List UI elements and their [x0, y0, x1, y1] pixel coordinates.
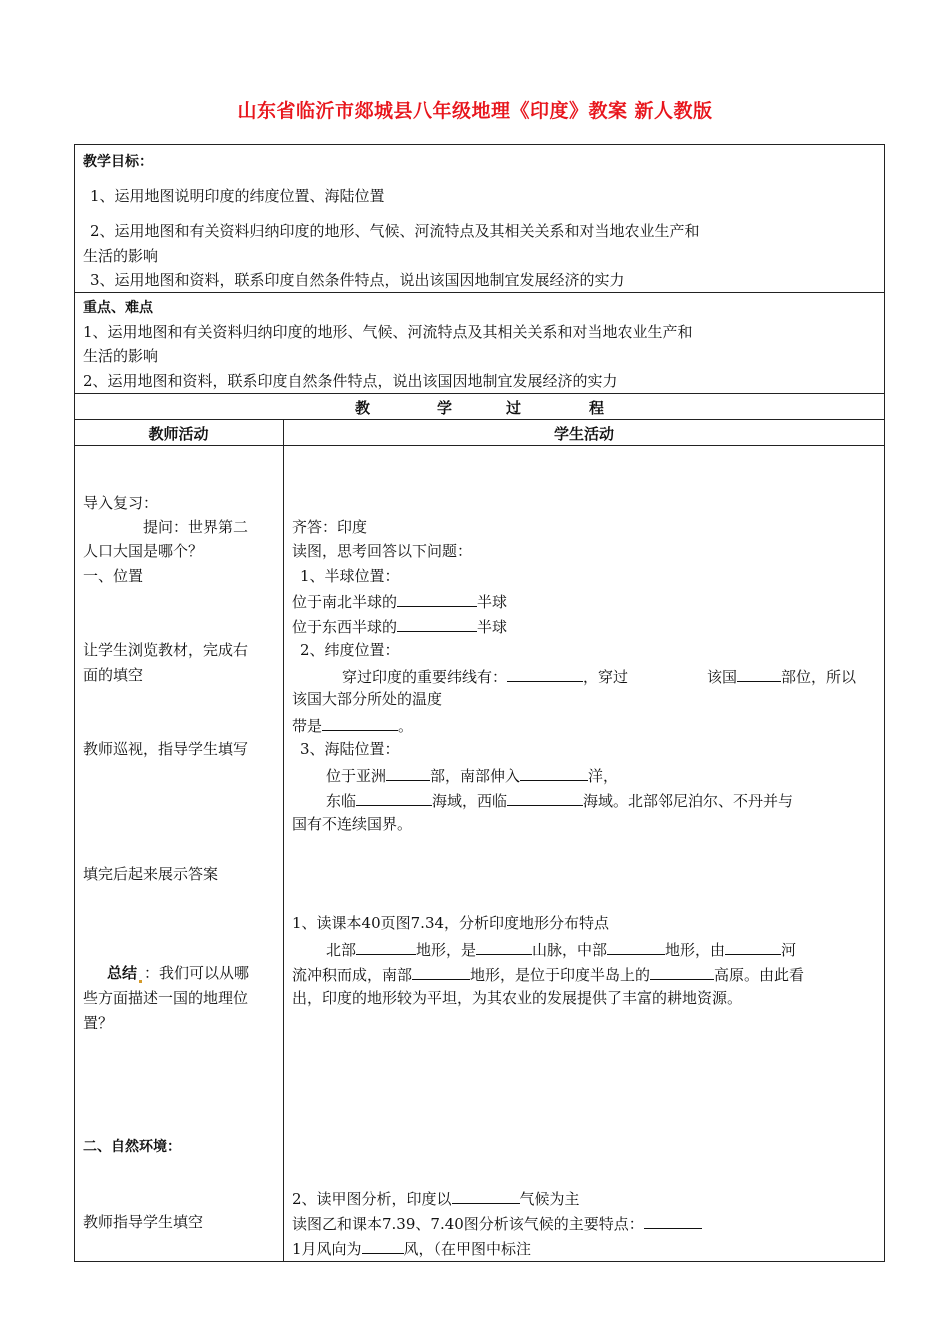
text: 。: [398, 717, 414, 735]
text: 位于南北半球的: [292, 593, 398, 611]
fill-blank[interactable]: [476, 938, 532, 955]
fill-blank[interactable]: [322, 714, 398, 731]
fill-blank[interactable]: [607, 938, 665, 955]
fill-blank[interactable]: [362, 1237, 404, 1254]
text: 半球: [477, 593, 508, 611]
text: 风，（在甲图中标注: [403, 1240, 532, 1258]
row-divider: [74, 419, 885, 420]
teacher-summary: 置？: [83, 1014, 114, 1032]
latitude-title: 2、纬度位置：: [300, 641, 400, 659]
text: 地形，是: [416, 941, 477, 959]
teacher-review: 导入复习：: [83, 494, 159, 512]
teacher-instruction: 教师巡视，指导学生填写: [83, 740, 249, 758]
fill-blank[interactable]: [520, 764, 588, 781]
key-point-item: 生活的影响: [83, 347, 159, 365]
text: 东临: [326, 792, 357, 810]
fill-blank[interactable]: [737, 665, 781, 682]
text: 山脉，中部: [532, 941, 608, 959]
column-divider: [283, 419, 284, 1262]
section-location: 一、位置: [83, 567, 144, 585]
text: 2、读甲图分析，印度以: [292, 1190, 452, 1208]
text: 半球: [477, 618, 508, 636]
hemisphere-ns: [292, 590, 507, 612]
fill-blank[interactable]: [644, 1212, 702, 1229]
fill-blank[interactable]: [397, 615, 477, 632]
text: 气候为主: [519, 1190, 580, 1208]
objective-item: 生活的影响: [83, 247, 159, 265]
climate-line: [292, 1237, 531, 1259]
text: 北部: [326, 941, 357, 959]
teacher-instruction: 让学生浏览教材，完成右: [83, 641, 249, 659]
row-divider: [74, 292, 885, 293]
mark-dot: [139, 980, 142, 983]
fill-blank[interactable]: [507, 789, 583, 806]
text: 位于亚洲: [326, 767, 387, 785]
page-title: 山东省临沂市郯城县八年级地理《印度》教案 新人教版: [237, 100, 713, 122]
text: 部，南部伸入: [430, 767, 521, 785]
key-points-heading: 重点、难点: [83, 300, 153, 316]
objectives-heading: 教学目标：: [83, 154, 153, 170]
latitude-line: [292, 714, 413, 736]
text: 海域，西临: [432, 792, 508, 810]
latitude-line: 该国大部分所处的温度: [292, 690, 443, 708]
climate-line: [292, 1212, 702, 1234]
latitude-line: [342, 665, 628, 687]
process-header-char: 学: [437, 399, 453, 417]
process-header-char: 过: [506, 399, 522, 417]
text: 带是: [292, 717, 323, 735]
teacher-summary: 些方面描述一国的地理位: [83, 989, 249, 1007]
text: 1月风向为: [292, 1240, 362, 1258]
objective-item: 1、运用地图说明印度的纬度位置、海陆位置: [90, 187, 385, 205]
sea-land-line: 国有不连续国界。: [292, 815, 413, 833]
process-header-char: 教: [355, 399, 371, 417]
fill-blank[interactable]: [725, 938, 781, 955]
terrain-line: 出，印度的地形较为平坦，为其农业的发展提供了丰富的耕地资源。: [292, 989, 743, 1007]
latitude-line: [707, 665, 856, 687]
section-environment: 二、自然环境：: [83, 1139, 181, 1155]
teacher-instruction: 教师指导学生填空: [83, 1213, 204, 1231]
teacher-instruction: 面的填空: [83, 666, 144, 684]
text: 地形，由: [665, 941, 726, 959]
fill-blank[interactable]: [412, 963, 470, 980]
hemisphere-ew: [292, 615, 507, 637]
summary-label: 总结: [107, 964, 138, 982]
fill-blank[interactable]: [650, 963, 714, 980]
process-header-char: 程: [589, 399, 605, 417]
text: ，穿过: [583, 668, 629, 686]
text: 部位，所以: [781, 668, 857, 686]
summary-text: ：我们可以从哪: [144, 964, 250, 982]
student-text: 读图，思考回答以下问题：: [292, 542, 473, 560]
text: 穿过印度的重要纬线有：: [342, 668, 508, 686]
terrain-line: [292, 963, 804, 985]
lesson-table: [74, 144, 885, 1262]
text: 河: [781, 941, 797, 959]
teacher-question: 提问：世界第二: [143, 518, 249, 536]
objective-item: 2、运用地图和有关资料归纳印度的地形、气候、河流特点及其相关关系和对当地农业生产和: [90, 222, 700, 240]
text: 洋，: [588, 767, 619, 785]
terrain-title: 1、读课本40页图7.34，分析印度地形分布特点: [292, 914, 610, 932]
teacher-column-header: 教师活动: [148, 425, 209, 443]
student-answer: 齐答：印度: [292, 518, 368, 536]
text: 该国: [707, 668, 738, 686]
text: 流冲积而成，南部: [292, 966, 413, 984]
sea-land-line: [326, 764, 618, 786]
text: 海域。北部邻尼泊尔、不丹并与: [583, 792, 794, 810]
fill-blank[interactable]: [386, 764, 430, 781]
key-point-item: 1、运用地图和有关资料归纳印度的地形、气候、河流特点及其相关关系和对当地农业生产和: [83, 323, 693, 341]
fill-blank[interactable]: [452, 1187, 520, 1204]
text: 地形，是位于印度半岛上的: [470, 966, 651, 984]
teacher-instruction: 填完后起来展示答案: [83, 865, 219, 883]
objective-item: 3、运用地图和资料，联系印度自然条件特点，说出该国因地制宜发展经济的实力: [90, 271, 625, 289]
fill-blank[interactable]: [356, 938, 416, 955]
terrain-line: [326, 938, 796, 960]
fill-blank[interactable]: [356, 789, 432, 806]
teacher-question: 人口大国是哪个？: [83, 542, 204, 560]
key-point-item: 2、运用地图和资料，联系印度自然条件特点，说出该国因地制宜发展经济的实力: [83, 372, 618, 390]
sea-land-title: 3、海陆位置：: [300, 740, 400, 758]
text: 位于东西半球的: [292, 618, 398, 636]
teacher-summary: [107, 963, 249, 983]
row-divider: [74, 393, 885, 394]
climate-line: [292, 1187, 580, 1209]
sea-land-line: [326, 789, 793, 811]
hemisphere-title: 1、半球位置：: [300, 567, 400, 585]
student-column-header: 学生活动: [553, 425, 614, 443]
text: 高原。由此看: [714, 966, 805, 984]
fill-blank[interactable]: [507, 665, 583, 682]
text: 读图乙和课本7.39、7.40图分析该气候的主要特点：: [292, 1215, 644, 1233]
fill-blank[interactable]: [397, 590, 477, 607]
row-divider: [74, 445, 885, 446]
